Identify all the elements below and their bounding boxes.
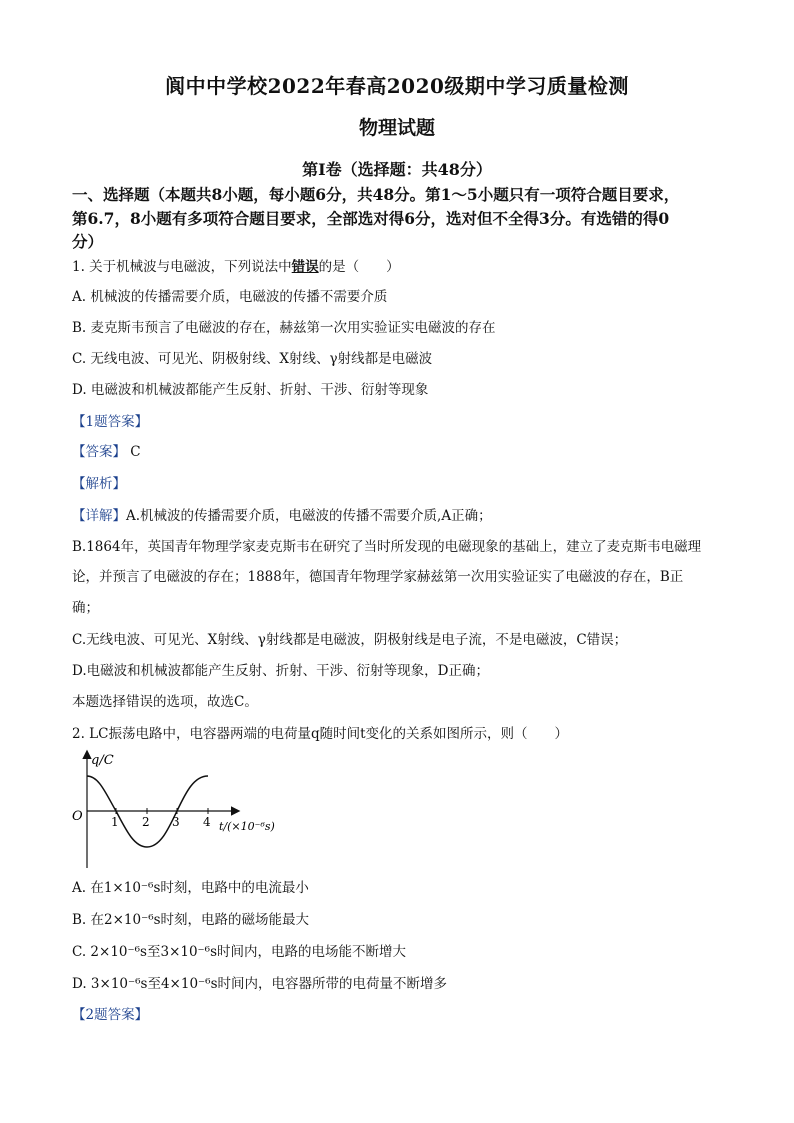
q1-answer <box>72 442 724 462</box>
q1-stem <box>72 257 724 277</box>
subject-title: 物理试题 <box>358 117 435 139</box>
q1-detail-a <box>72 506 724 526</box>
tick-label-1: 1 <box>111 815 119 829</box>
q2-option-a: A. 在1×10⁻⁶s时刻，电路中的电流最小 <box>72 880 309 896</box>
instructions-line-2: 第6.7，8小题有多项符合题目要求，全部选对得6分，选对但不全得3分。有选错的得0 <box>72 209 670 228</box>
instructions-line-3: 分） <box>72 232 104 251</box>
exam-title: 阆中中学校2022年春高2020级期中学习质量检测 <box>165 74 629 98</box>
detail-tag: 【详解】 <box>72 508 126 524</box>
q1-stem-end: 的是（ ） <box>318 259 400 275</box>
q1-detail-b-3: 确； <box>72 600 99 616</box>
q2-option-b: B. 在2×10⁻⁶s时刻，电路的磁场能最大 <box>72 912 310 928</box>
q2-answer-tag: 【2题答案】 <box>72 1007 149 1023</box>
q-t-graph <box>66 746 286 871</box>
section-title: 第I卷（选择题：共48分） <box>302 160 492 179</box>
q1-stem-text: 1. 关于机械波与电磁波，下列说法中 <box>72 259 292 275</box>
q1-option-b: B. 麦克斯韦预言了电磁波的存在，赫兹第一次用实验证实电磁波的存在 <box>72 320 496 336</box>
q1-detail-b-2: 论，并预言了电磁波的存在；1888年，德国青年物理学家赫兹第一次用实验证实了电磁波的存在，B正 <box>72 569 684 585</box>
origin-label: O <box>72 809 83 824</box>
q1-option-c: C. 无线电波、可见光、阴极射线、X射线、γ射线都是电磁波 <box>72 351 433 367</box>
q1-detail-c: C.无线电波、可见光、X射线、γ射线都是电磁波，阴极射线是电子流，不是电磁波，C错误； <box>72 632 628 648</box>
q2-option-c: C. 2×10⁻⁶s至3×10⁻⁶s时间内，电路的电场能不断增大 <box>72 944 407 960</box>
q1-stem-emphasis: 错误 <box>291 259 319 275</box>
q1-analysis-tag: 【解析】 <box>72 476 126 492</box>
answer-value: C <box>130 444 141 460</box>
q1-option-d: D. 电磁波和机械波都能产生反射、折射、干涉、衍射等现象 <box>72 382 429 398</box>
q1-detail-b-1: B.1864年，英国青年物理学家麦克斯韦在研究了当时所发现的电磁现象的基础上，建立了麦克斯韦电磁理 <box>72 539 702 555</box>
q1-conclusion: 本题选择错误的选项，故选C。 <box>72 694 258 710</box>
q1-detail-d: D.电磁波和机械波都能产生反射、折射、干涉、衍射等现象，D正确； <box>72 663 489 679</box>
tick-label-2: 2 <box>142 815 150 829</box>
tick-label-4: 4 <box>203 815 211 829</box>
q2-option-d: D. 3×10⁻⁶s至4×10⁻⁶s时间内，电容器所带的电荷量不断增多 <box>72 976 448 992</box>
x-axis-label: t/(×10⁻⁶s) <box>219 820 275 833</box>
detail-a-text: A.机械波的传播需要介质，电磁波的传播不需要介质,A正确； <box>126 508 492 524</box>
tick-label-3: 3 <box>172 815 180 829</box>
q1-answer-tag: 【1题答案】 <box>72 414 149 430</box>
instructions-line-1: 一、选择题（本题共8小题，每小题6分，共48分。第1～5小题只有一项符合题目要求， <box>72 185 680 204</box>
answer-label: 【答案】 <box>72 444 126 460</box>
q2-stem: 2. LC振荡电路中，电容器两端的电荷量q随时间t变化的关系如图所示，则（ ） <box>72 726 569 742</box>
y-axis-label: q/C <box>91 753 114 768</box>
q1-option-a: A. 机械波的传播需要介质，电磁波的传播不需要介质 <box>72 289 388 305</box>
